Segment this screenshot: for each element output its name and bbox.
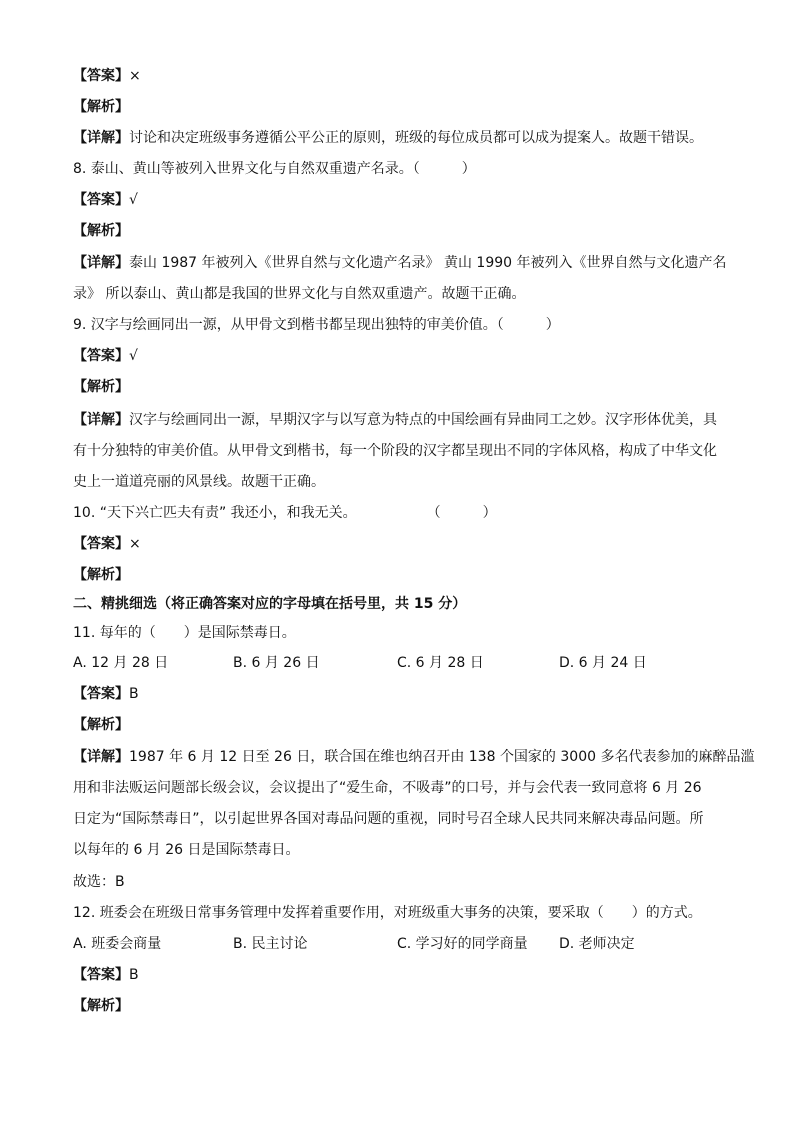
analysis-label: 【解析】	[73, 99, 129, 115]
answer-label: 【答案】	[73, 536, 129, 552]
detail-line: 用和非法贩运问题部长级会议，会议提出了“爱生命，不吸毒”的口号，并与会代表一致同意将 6 月 26	[73, 780, 702, 796]
question-8: 8. 泰山、黄山等被列入世界文化与自然双重遗产名录。（ ）	[73, 161, 476, 177]
answer-label: 【答案】	[73, 192, 129, 208]
analysis-label: 【解析】	[73, 567, 129, 583]
detail-text: 泰山 1987 年被列入《世界自然与文化遗产名录》 黄山 1990 年被列入《世界自然与文化遗产名	[129, 255, 727, 271]
question-11: 11. 每年的（ ）是国际禁毒日。	[73, 625, 296, 641]
detail-line: 录》 所以泰山、黄山都是我国的世界文化与自然双重遗产。故题干正确。	[73, 286, 526, 302]
option-c: C. 学习好的同学商量	[397, 936, 528, 952]
detail-text: 1987 年 6 月 12 日至 26 日，联合国在维也纳召开由 138 个国家的 3000 多名代表参加的麻醉品滥	[129, 749, 755, 765]
option-b: B. 民主讨论	[233, 936, 308, 952]
answer-value: ×	[129, 68, 141, 84]
answer-value: ×	[129, 536, 141, 552]
detail-label: 【详解】	[73, 255, 129, 271]
answer-line	[73, 66, 141, 86]
detail-line	[73, 128, 703, 148]
detail-line: 有十分独特的审美价值。从甲骨文到楷书，每一个阶段的汉字都呈现出不同的字体风格，构成了中华文化	[73, 443, 717, 459]
answer-line	[73, 965, 139, 985]
answer-label: 【答案】	[73, 686, 129, 702]
question-10: 10. “天下兴亡匹夫有责” 我还小，和我无关。 （ ）	[73, 505, 497, 521]
answer-line	[73, 684, 139, 704]
option-a: A. 班委会商量	[73, 936, 162, 952]
option-d: D. 6 月 24 日	[559, 655, 647, 671]
answer-line	[73, 346, 138, 366]
detail-text: 讨论和决定班级事务遵循公平公正的原则，班级的每位成员都可以成为提案人。故题干错误。	[129, 130, 703, 146]
answer-label: 【答案】	[73, 68, 129, 84]
section-title: 二、精挑细选（将正确答案对应的字母填在括号里，共 15 分）	[73, 596, 467, 612]
answer-value: B	[129, 686, 139, 702]
answer-value: B	[129, 967, 139, 983]
option-a: A. 12 月 28 日	[73, 655, 169, 671]
analysis-label: 【解析】	[73, 717, 129, 733]
detail-label: 【详解】	[73, 412, 129, 428]
detail-line	[73, 747, 754, 767]
detail-line	[73, 410, 717, 430]
detail-label: 【详解】	[73, 130, 129, 146]
answer-value: √	[129, 192, 138, 208]
detail-label: 【详解】	[73, 749, 129, 765]
question-12: 12. 班委会在班级日常事务管理中发挥着重要作用，对班级重大事务的决策，要采取（ ）的方式。	[73, 905, 702, 921]
answer-label: 【答案】	[73, 348, 129, 364]
answer-line	[73, 190, 138, 210]
analysis-label: 【解析】	[73, 379, 129, 395]
answer-label: 【答案】	[73, 967, 129, 983]
question-9: 9. 汉字与绘画同出一源，从甲骨文到楷书都呈现出独特的审美价值。（ ）	[73, 317, 560, 333]
answer-line	[73, 534, 141, 554]
detail-line	[73, 253, 727, 273]
analysis-label: 【解析】	[73, 223, 129, 239]
option-d: D. 老师决定	[559, 936, 635, 952]
analysis-label: 【解析】	[73, 998, 129, 1014]
choice-line: 故选：B	[73, 874, 125, 890]
option-c: C. 6 月 28 日	[397, 655, 484, 671]
detail-line: 日定为“国际禁毒日”，以引起世界各国对毒品问题的重视，同时号召全球人民共同来解决毒品问题。所	[73, 811, 704, 827]
detail-line: 以每年的 6 月 26 日是国际禁毒日。	[73, 842, 300, 858]
detail-line: 史上一道道亮丽的风景线。故题干正确。	[73, 474, 325, 490]
answer-value: √	[129, 348, 138, 364]
option-b: B. 6 月 26 日	[233, 655, 320, 671]
detail-text: 汉字与绘画同出一源，早期汉字与以写意为特点的中国绘画有异曲同工之妙。汉字形体优美，具	[129, 412, 717, 428]
